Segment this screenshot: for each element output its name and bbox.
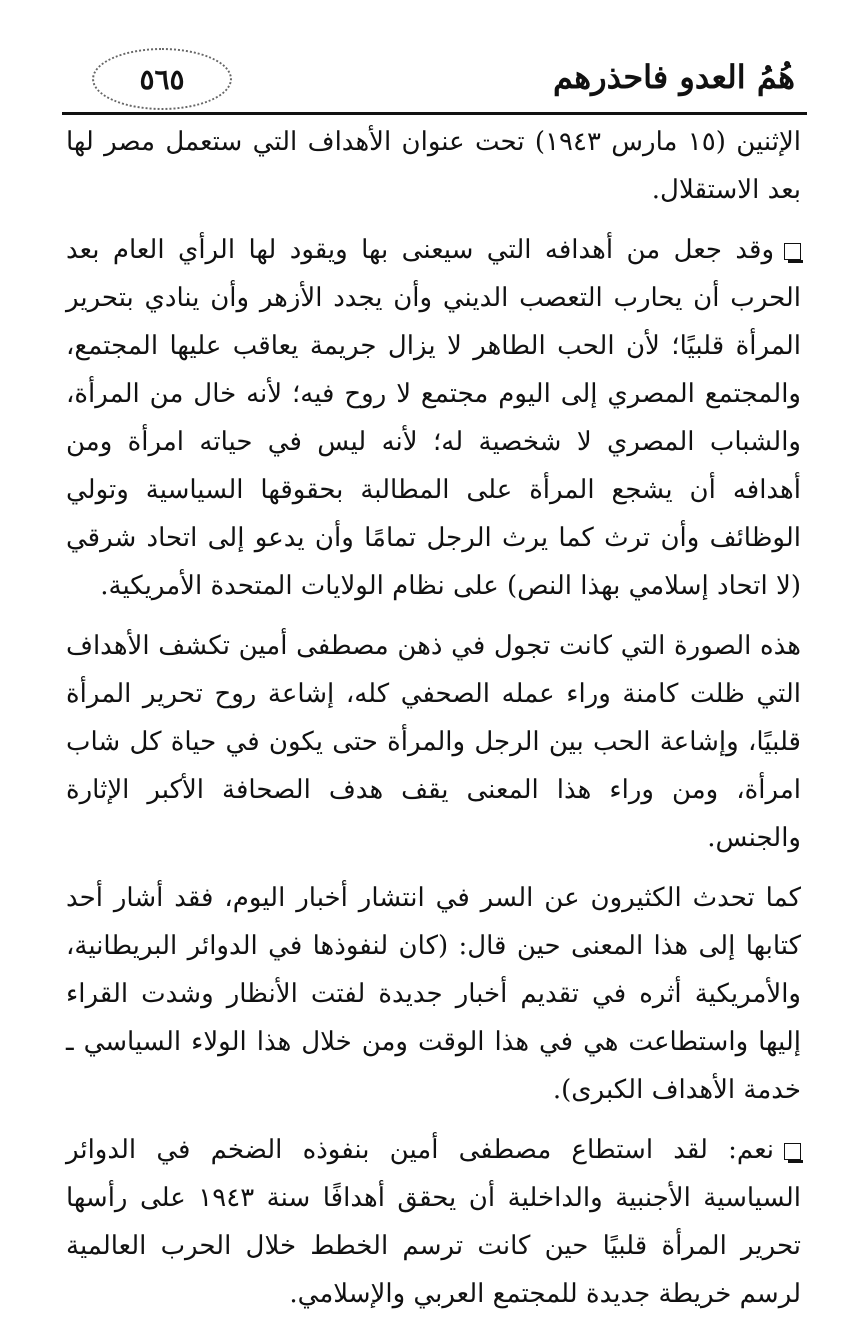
header-rule [62,112,807,115]
box-bullet-icon [784,243,801,260]
page-number: ٥٦٥ [92,48,232,110]
paragraph-text: الإثنين (١٥ مارس ١٩٤٣) تحت عنوان الأهداف التي ستعمل مصر لها بعد الاستقلال. [66,127,802,205]
body-text [66,118,801,1330]
paragraph [66,622,801,862]
running-title: هُمُ العدو فاحذرهم [552,58,795,96]
paragraph [66,874,801,1114]
paragraph-text: هذه الصورة التي كانت تجول في ذهن مصطفى أمين تكشف الأهداف التي ظلت كامنة وراء عمله الصحفي كله، إشاعة روح تحرير المرأة قلبيًا، وإشاعة الحب بين الرجل والمرأة حتى يكون في حياة كل شاب امرأة، ومن وراء هذا المعنى يقف هدف الصحافة الأكبر الإثارة والجنس. [66,631,801,853]
page-header [60,44,807,116]
paragraph [66,118,801,214]
paragraph [66,226,801,610]
paragraph-text: كما تحدث الكثيرون عن السر في انتشار أخبار اليوم، فقد أشار أحد كتابها إلى هذا المعنى حين قال: (كان لنفوذها في الدوائر البريطانية، والأمريكية أثره في تقديم أخبار جديدة لفتت الأنظار وشدت القراء إليها واستطاعت هي في هذا الوقت ومن خلال هذا الولاء السياسي ـ خدمة الأهداف الكبرى). [66,883,801,1105]
box-bullet-icon [784,1143,801,1160]
paragraph-text: نعم: لقد استطاع مصطفى أمين بنفوذه الضخم في الدوائر السياسية الأجنبية والداخلية أن يحقق أهدافًا سنة ١٩٤٣ على رأسها تحرير المرأة قلبيًا حين كانت ترسم الخطط خلال الحرب العالمية لرسم خريطة جديدة للمجتمع العربي والإسلامي. [66,1135,801,1309]
paragraph [66,1126,801,1318]
paragraph-text: وقد جعل من أهدافه التي سيعنى بها ويقود لها الرأي العام بعد الحرب أن يحارب التعصب الديني وأن يجدد الأزهر وأن ينادي بتحرير المرأة قلبيًا؛ لأن الحب الطاهر لا يزال جريمة يعاقب عليها المجتمع، والمجتمع المصري إلى اليوم مجتمع لا روح فيه؛ لأنه خال من المرأة، والشباب المصري لا شخصية له؛ لأنه ليس في حياته امرأة ومن أهدافه أن يشجع المرأة على المطالبة بحقوقها السياسية وتولي الوظائف وأن ترث كما يرث الرجل تمامًا وأن يدعو إلى اتحاد شرقي (لا اتحاد إسلامي بهذا النص) على نظام الولايات المتحدة الأمريكية. [66,235,801,601]
